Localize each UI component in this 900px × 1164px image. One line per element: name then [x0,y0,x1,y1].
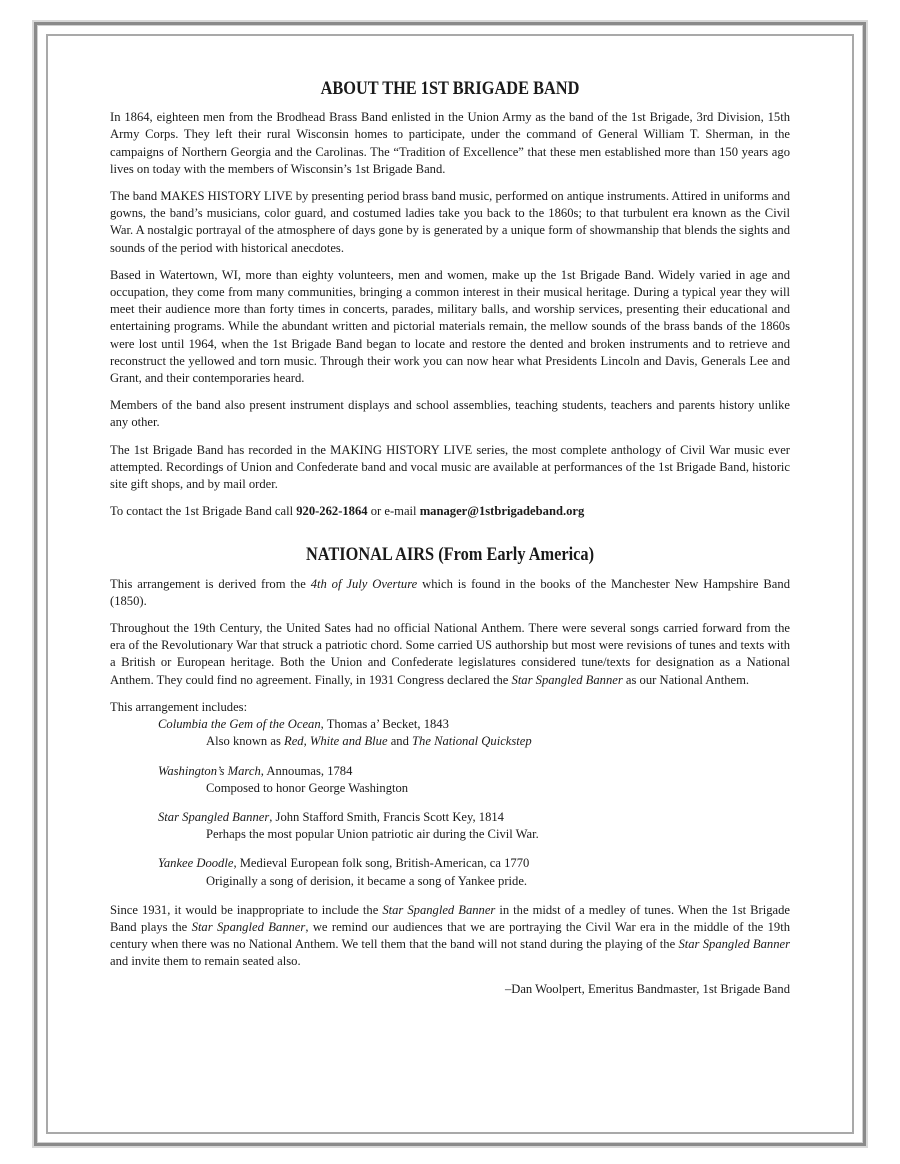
tune-credit: , Thomas a’ Becket, 1843 [320,717,449,732]
note-text: and [387,734,413,749]
tune-item-1-note [110,733,790,750]
contact-phone: 920-262-1864 [296,504,368,519]
airs-heading: NATIONAL AIRS (From Early America) [305,544,595,566]
contact-line [110,503,790,520]
document-body [110,74,790,1008]
contact-prefix: To contact the 1st Brigade Band call [110,504,297,519]
tune-item-2-title-line [110,763,790,780]
tune-item-2 [110,763,790,797]
about-paragraph-5: The 1st Brigade Band has recorded in the MAKING HISTORY LIVE series, the most complete anthology of Civil War music ever attempted. Recordings of Union and Confederate band and vocal music are available at performances of the 1st Brigade Band, historic site gift shops, and by mail order. [110,442,790,492]
tune-item-1 [110,716,790,750]
tune-item-2-note: Composed to honor George Washington [206,780,409,795]
tune-item-3 [110,809,790,843]
airs-p2-text-a: Throughout the 19th Century, the United Sates had no official National Anthem. There were several songs carried forward from the era of the Revolutionary War that struck a patriotic chord. Some carried US authorship but most were revisions of tunes and texts with a British or European heritage. Both the Union and Confederate legislatures considered tune/texts for designation as a National Anthem. They could find no agreement. Finally, in 1931 Congress declared the [110,621,790,687]
contact-email: manager@1stbrigadeband.org [419,504,585,519]
tune-item-3-title-line [110,809,790,826]
contact-mid: or e-mail [367,504,420,519]
about-heading: ABOUT THE 1ST BRIGADE BAND [320,78,580,99]
airs-p1-text-a: This arrangement is derived from the [110,576,311,591]
airs-p3-text-c: , we remind our audiences that we are portraying the Civil War era in the middle of the 19th century when there was no National Anthem. We tell them that the band will not stand during the playing of the [110,919,790,952]
tune-title: Columbia the Gem of the Ocean [158,717,321,732]
tune-title: Yankee Doodle [158,856,234,871]
includes-label: This arrangement includes: [110,699,248,714]
airs-p3-text-b: in the midst of a medley of tunes. When the 1st Brigade Band plays the [110,902,790,934]
airs-paragraph-2 [110,620,790,689]
tune-item-4-note: Originally a song of derision, it became a song of Yankee pride. [206,873,528,888]
tune-item-1-title-line [110,716,790,733]
airs-p1-text-b: which is found in the books of the Manchester New Hampshire Band (1850). [110,576,790,608]
about-paragraph-4: Members of the band also present instrument displays and school assemblies, teaching students, teachers and parents history unlike any other. [110,398,790,430]
tune-title: Star Spangled Banner [158,809,270,824]
tune-credit: , John Stafford Smith, Francis Scott Key, 1814 [269,809,504,824]
tune-credit: , Medieval European folk song, British-American, ca 1770 [233,856,530,871]
about-paragraph-3: Based in Watertown, WI, more than eighty volunteers, men and women, make up the 1st Brigade Band. Widely varied in age and occupation, they come from many communities, bringing a common interest in their musical heritage. During a typical year they will meet their audience more than forty times in concerts, parades, military balls, and worship services, presenting their educational and entertaining programs. While the abundant written and pictorial materials remain, the mellow sounds of the brass bands of the 1860s were lost until 1964, when the 1st Brigade Band began to locate and restore the dented and broken instruments and to retrieve and reconstruct the yellowed and torn music. Through their work you can now hear what Presidents Lincoln and Davis, Generals Lee and Grant, and their contemporaries heard. [110,267,790,386]
anthem-title: Star Spangled Banner [191,919,306,934]
about-paragraph-1: In 1864, eighteen men from the Brodhead Brass Band enlisted in the Union Army as the band of the 1st Brigade, 3rd Division, 15th Army Corps. They left their rural Wisconsin homes to participate, under the command of General William T. Sherman, in the campaigns of Northern Georgia and the Carolinas. The “Tradition of Excellence” that these men established more than 150 years ago lives on today with the members of Wisconsin’s 1st Brigade Band. [110,110,790,176]
alt-title: Red, White and Blue [284,734,388,749]
anthem-title: Star Spangled Banner [678,937,790,952]
tune-title: Washington’s March [158,763,261,778]
airs-paragraph-1 [110,576,790,610]
note-text: Also known as [206,734,285,749]
anthem-title: Star Spangled Banner [511,672,623,687]
tune-item-3-note: Perhaps the most popular Union patriotic air during the Civil War. [206,827,539,842]
airs-p2-text-b: as our National Anthem. [622,672,750,687]
tune-item-4 [110,855,790,889]
about-paragraph-2: The band MAKES HISTORY LIVE by presenting period brass band music, performed on antique instruments. Attired in uniforms and gowns, the band’s musicians, color guard, and costumed ladies take you back to the 1860s; to that turbulent era known as the Civil War. A nostalgic portrayal of the atmosphere of days gone by is generated by a unique form of showmanship that blends the sights and sounds of the period with historical anecdotes. [110,189,790,255]
airs-paragraph-3 [110,902,790,971]
signature: –Dan Woolpert, Emeritus Bandmaster, 1st Brigade Band [504,981,790,996]
airs-p3-text-d: and invite them to remain seated also. [110,954,301,969]
overture-title: 4th of July Overture [310,576,418,591]
airs-p3-text-a: Since 1931, it would be inappropriate to include the [110,902,383,917]
tune-credit: , Annoumas, 1784 [260,763,353,778]
alt-title: The National Quickstep [412,734,532,749]
tune-item-4-title-line [110,855,790,872]
anthem-title: Star Spangled Banner [382,902,496,917]
